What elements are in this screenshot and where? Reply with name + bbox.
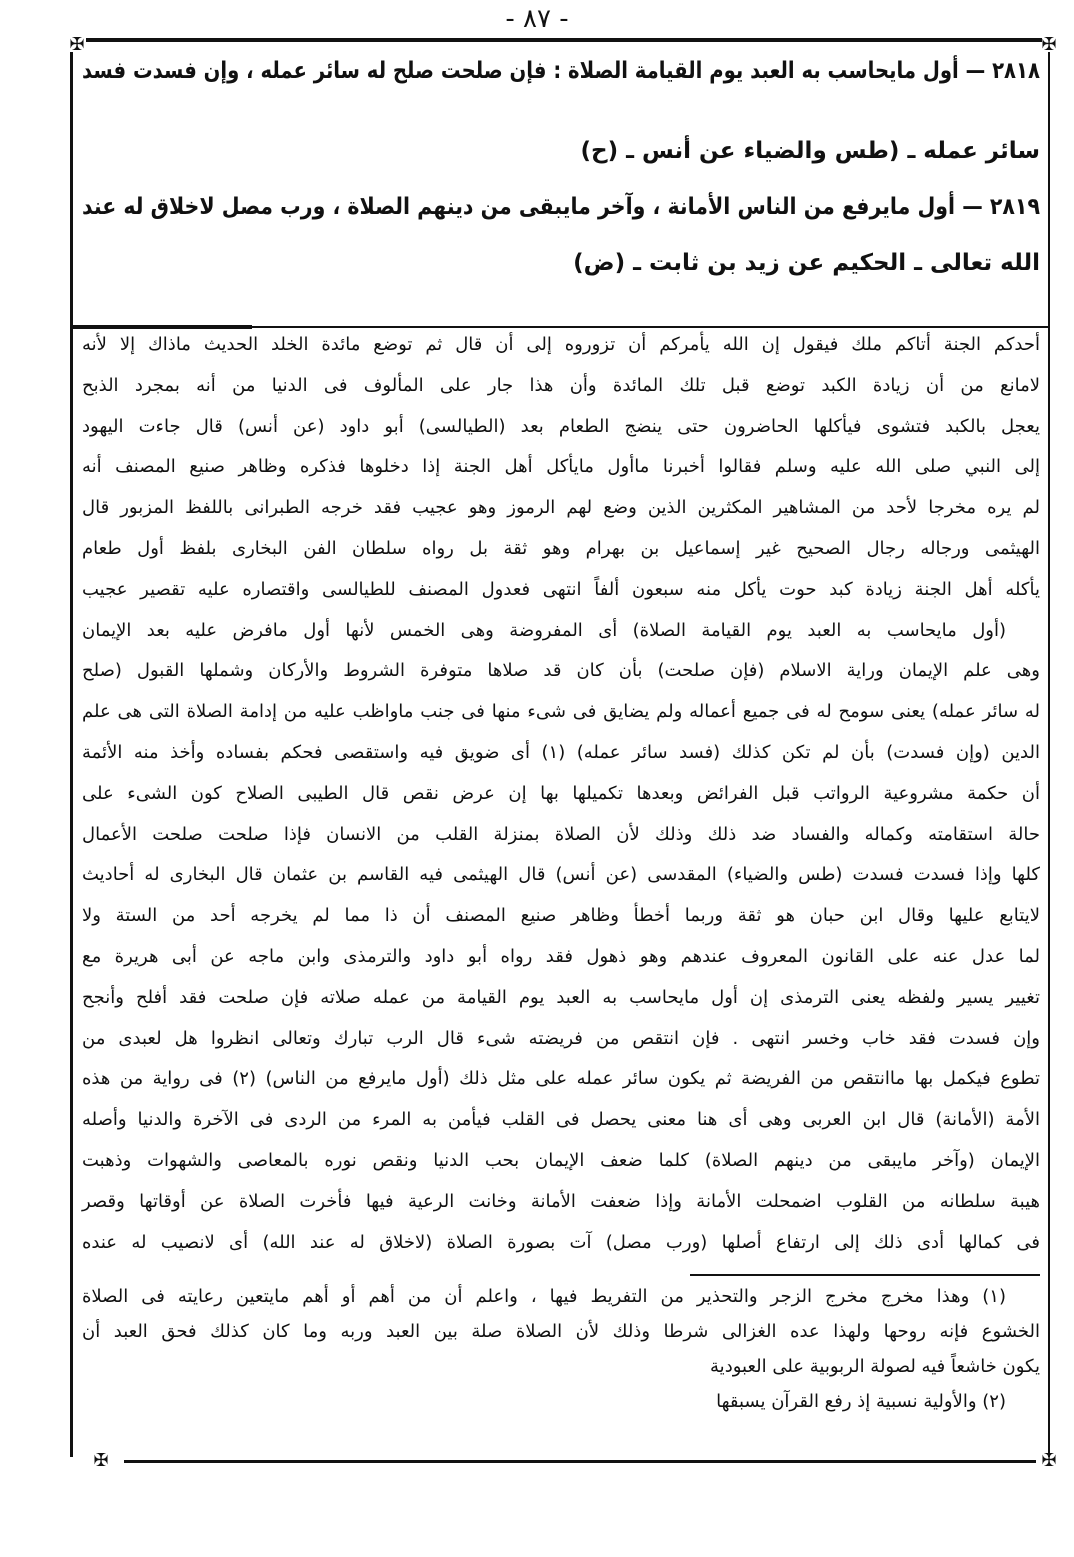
hadith-line: ٢٨١٩ — أول مايرفع من الناس الأمانة ، وآخر مايبقى من دينهم الصلاة ، ورب مصل لاخلاق له عند xyxy=(82,194,1040,220)
footnote-line: (٢) والأولية نسبية إذ رفع القرآن يسبقها xyxy=(716,1391,1006,1412)
corner-ornament-icon: ✠ xyxy=(1041,1450,1057,1471)
commentary-line: الهيثمى ورجاله رجال الصحيح غير إسماعيل بن بهرام وهو ثقة بل رواه سلطان الفن البخارى بلفظ أول طعام xyxy=(82,538,1040,559)
bottom-rule xyxy=(124,1460,1036,1463)
page-number: - ٨٧ - xyxy=(505,4,569,34)
commentary-line: لما عدل عنه على القانون المعروف عندهم وهو ذهول فقد رواه أبو داود والترمذى وابن ماجه عن أبى هريرة مع xyxy=(82,946,1040,967)
commentary-line: (أول مايحاسب به العبد يوم القيامة الصلاة) أى المفروضة وهى الخمس لأنها أول مافرض عليه بعد الإيمان xyxy=(82,619,1006,641)
hadith-line: الله تعالى ـ الحكيم عن زيد بن ثابت ـ (ض) xyxy=(573,250,1040,276)
hadith-line: ٢٨١٨ — أول مايحاسب به العبد يوم القيامة الصلاة : فإن صلحت صلح له سائر عمله ، وإن فسدت فسد xyxy=(82,58,1040,84)
commentary-line: الأمة (الأمانة) قال ابن العربى وهى أى هنا معنى يحصل فى القلب فيأمن به المرء من الردى فى الآخرة والدنيا وأصله xyxy=(82,1109,1040,1131)
footnote-line: (١) وهذا مخرج مخرج الزجر والتحذير من التفريط فيها ، واعلم أن من أهم أو أهم مايتعين رعايته فى الصلاة xyxy=(82,1286,1006,1307)
commentary-line: حالة استقامته وكماله والفساد ضد ذلك وذلك لأن الصلاة بمنزلة القلب من الانسان فإذا صلحت صلحت الأعمال xyxy=(82,823,1040,845)
commentary-line: وإن فسدت فقد خاب وخسر انتهى . فإن انتقص من فريضته شىء قال الرب تبارك وتعالى انظروا هل لعبدى من xyxy=(82,1027,1040,1049)
commentary-line: إلى النبي صلى الله عليه وسلم فقالوا أخبرنا ماأول مايأكل أهل الجنة إذا دخلوها فذكره وظاهر صنيع المصنف أنه xyxy=(82,456,1040,478)
commentary-line: يعجل بالكبد فتشوى فيأكلها الحاضرون حتى ينضج الطعام بعد (الطيالسى) أبو داود (عن أنس) قال جاءت اليهود xyxy=(82,415,1040,437)
commentary-line: وهى علم الإيمان وراية الاسلام (فإن صلحت) بأن كان قد صلاها متوفرة الشروط والأركان وشملها القبول (صلح xyxy=(82,660,1040,682)
footnote-line: الخشوع فإنه روحها ولهذا عده الغزالى شرطا وذلك لأن الصلاة صلة بين العبد وربه وما كان كذلك فحق العبد أن xyxy=(82,1321,1040,1342)
commentary-line: لامانع من أن زيادة الكبد توضع قبل تلك المائدة وأن هذا جار على المألوف فى الدنيا من أنه بمجرد الذبح xyxy=(82,374,1040,396)
commentary-line: هيبة سلطانه من القلوب اضمحلت الأمانة وإذا ضعفت الأمانة وخانت الرعية فيها فأخرت الصلاة عن أوقاتها وقصر xyxy=(82,1190,1040,1212)
footnote-separator xyxy=(690,1274,1040,1276)
commentary-line: لايتابع عليها وقال ابن حبان هو ثقة وربما أخطأ وظاهر صنيع المصنف أن ذا مما لم يخرجه أحد من الستة ولا xyxy=(82,905,1040,927)
left-border xyxy=(70,52,73,1457)
corner-ornament-icon: ✠ xyxy=(1041,34,1057,55)
commentary-line: أحدكم الجنة أتاكم ملك فيقول إن الله يأمركم أن تزوروه إلى أن قال ثم توضع مائدة الخلد الحديث ماذاك إلا لأنه xyxy=(82,334,1040,355)
commentary-line: تغيير يسير ولفظه يعنى الترمذى إن أول مايحاسب به العبد يوم القيامة من عمله صلاته فإن صلحت فقد أفلح وأنجح xyxy=(82,986,1040,1008)
commentary-line: كلها وإذا فسدت فسدت (طس والضياء) المقدسى (عن أنس) قال الهيثمى فيه القاسم بن عثمان قال البخارى له أحاديث xyxy=(82,864,1040,886)
commentary-line: تطوع فيكمل بها ماانتقص من الفريضة ثم يكون سائر عمله على مثل ذلك (أول مايرفع من الناس) (٢) فى رواية من هذه xyxy=(82,1068,1041,1090)
footnote-line: يكون خاشعاً فيه لصولة الربوبية على العبودية xyxy=(710,1356,1040,1377)
corner-ornament-icon: ✠ xyxy=(93,1450,109,1471)
commentary-line: له سائر عمله) يعنى سومح له فى جميع أعماله ولم يضايق فى شىء منها فى جنب ماواظب عليه من إدامة الصلاة التى هى علم xyxy=(82,701,1040,723)
top-rule xyxy=(86,38,1042,42)
commentary-line: فى كمالها أدى ذلك إلى ارتفاع أصلها (ورب مصل) آت بصورة الصلاة (لاخلاق له عند الله) أى لانصيب له عنده xyxy=(82,1231,1040,1253)
commentary-line: الدين (وإن فسدت) بأن لم تكن كذلك (فسد سائر عمله) (١) أى ضويق فيه واستقصى فحكم بفساده وأخذ منه الأئمة xyxy=(82,742,1040,763)
hadith-line: سائر عمله ـ (طس والضياء عن أنس ـ (ح) xyxy=(580,138,1040,164)
commentary-line: الإيمان (وآخر مايبقى من دينهم الصلاة) كلما ضعف الإيمان بحب الدنيا ونقص نوره بالمعاصى والشهوات وذهبت xyxy=(82,1150,1040,1171)
commentary-line: لم يره مخرجا لأحد من المشاهير المكثرين الذين وضع لهم الرموز وهو عجيب فقد خرجه الطبرانى باللفظ المزبور قال xyxy=(82,497,1040,519)
matn-separator-thick xyxy=(72,325,252,329)
right-border xyxy=(1048,52,1050,1457)
commentary-line: يأكله أهل الجنة زيادة كبد حوت يأكل منه سبعون ألفاً انتهى فعدول المصنف للطيالسى واقتصاره عليه تقصير عجيب xyxy=(82,578,1040,600)
commentary-line: أن حكمة مشروعية الرواتب قبل الفرائض وبعدها تكميلها بها إن عرض نقص قال الطيبى الصلاح كون الشىء على xyxy=(82,782,1040,804)
corner-ornament-icon: ✠ xyxy=(69,34,85,55)
